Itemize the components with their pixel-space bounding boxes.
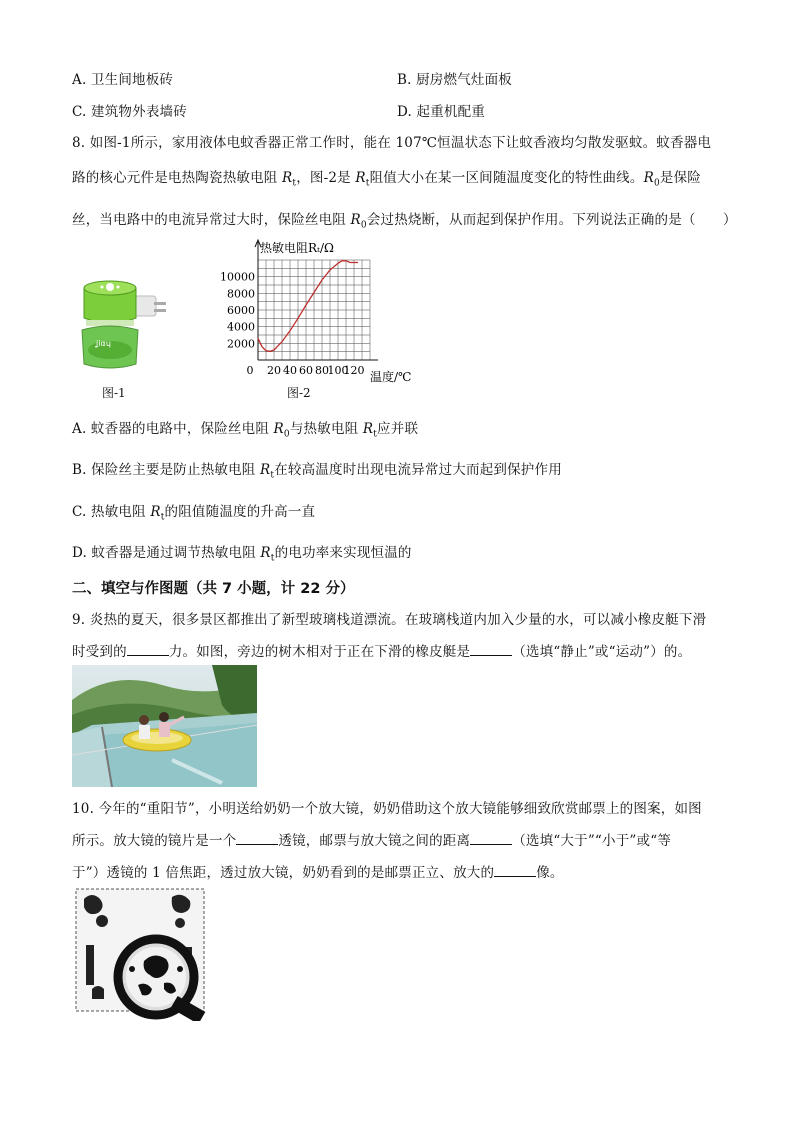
q8-option-a: A. 蚊香器的电路中，保险丝电阻 $R_0$与热敏电阻 $R_t$应并联 xyxy=(72,421,419,440)
q10-blank-1[interactable] xyxy=(236,832,278,845)
svg-text:ʝiαɥ: ʝiαɥ xyxy=(96,339,111,348)
q9-blank-1[interactable] xyxy=(127,643,169,656)
chart-y-tick-label: 2000 xyxy=(227,337,255,351)
chart-y-label: 热敏电阻Rₜ/Ω xyxy=(260,241,334,255)
thermistor-resistance-chart xyxy=(210,238,430,388)
chart-y-tick-label: 10000 xyxy=(220,270,255,284)
chart-y-tick-label: 6000 xyxy=(227,304,255,317)
section-2-title: 二、填空与作图题（共 7 小题，计 22 分） xyxy=(72,581,355,597)
chart-x-tick-label: 80 xyxy=(315,364,329,377)
q9-line2: 时受到的 力。如图，旁边的树木相对于正在下滑的橡皮艇是 （选填“静止”或“运动”）的。 xyxy=(72,644,692,660)
chart-x-tick-label: 20 xyxy=(267,364,281,377)
chart-y-tick-label: 8000 xyxy=(227,287,255,301)
q7-option-c: C. 建筑物外表墙砖 xyxy=(72,104,187,120)
q9-blank-2[interactable] xyxy=(470,643,512,656)
stamp-with-magnifier-photo xyxy=(72,885,212,1021)
q7-option-a: A. 卫生间地板砖 xyxy=(72,72,174,88)
fig1-caption: 图-1 xyxy=(102,386,126,400)
chart-x-tick-label: 40 xyxy=(283,364,297,377)
q7-option-b: B. 厨房燃气灶面板 xyxy=(397,72,513,88)
chart-x-label: 温度/℃ xyxy=(370,370,412,384)
q9-line1: 9. 炎热的夏天，很多景区都推出了新型玻璃栈道漂流。在玻璃栈道内加入少量的水，可以减小橡皮艇下滑 xyxy=(72,612,707,628)
q8-stem-line1: 8. 如图-1所示，家用液体电蚊香器正常工作时，能在 107℃恒温状态下让蚊香液均匀散发驱蚊。蚊香器电 xyxy=(72,135,712,151)
chart-ticks xyxy=(220,271,365,377)
chart-x-tick-label: 120 xyxy=(343,364,365,377)
chart-x-tick-label: 0 xyxy=(246,364,254,377)
mosquito-repeller-figure xyxy=(70,278,170,374)
q7-option-d: D. 起重机配重 xyxy=(397,104,486,120)
chart-axes xyxy=(255,240,378,360)
q10-line2: 所示。放大镜的镜片是一个 透镜，邮票与放大镜之间的距离 （选填“大于”“小于”或“等 xyxy=(72,833,672,849)
q10-blank-3[interactable] xyxy=(494,864,536,877)
q8-stem-line3: 丝，当电路中的电流异常过大时，保险丝电阻 $R_0$会过热烧断，从而起到保护作用。下列说法正确的是（ ） xyxy=(72,212,737,231)
q8-option-c: C. 热敏电阻 $R_t$的阻值随温度的升高一直 xyxy=(72,504,316,523)
chart-grid xyxy=(258,260,370,360)
chart-y-tick-label: 4000 xyxy=(227,320,255,334)
q10-blank-2[interactable] xyxy=(470,832,512,845)
q8-stem-line2: 路的核心元件是电热陶瓷热敏电阻 $R_t$，图-2是 $R_t$阻值大小在某一区间随温度变化的特性曲线。$R_0$是保险 xyxy=(72,170,701,189)
fig2-caption: 图-2 xyxy=(287,386,311,400)
q10-line3: 于”）透镜的 1 倍焦距，透过放大镜，奶奶看到的是邮票正立、放大的 像。 xyxy=(72,865,564,881)
chart-x-tick-label: 100 xyxy=(327,364,349,377)
q8-option-d: D. 蚊香器是通过调节热敏电阻 $R_t$的电功率来实现恒温的 xyxy=(72,545,412,564)
chart-x-tick-label: 60 xyxy=(299,364,313,377)
q8-option-b: B. 保险丝主要是防止热敏电阻 $R_t$在较高温度时出现电流异常过大而起到保护作用 xyxy=(72,462,562,481)
glass-slide-rafting-photo xyxy=(72,665,257,787)
chart-series-line xyxy=(258,261,358,352)
q10-line1: 10. 今年的“重阳节”，小明送给奶奶一个放大镜，奶奶借助这个放大镜能够细致欣赏邮票上的图案，如图 xyxy=(72,801,702,817)
